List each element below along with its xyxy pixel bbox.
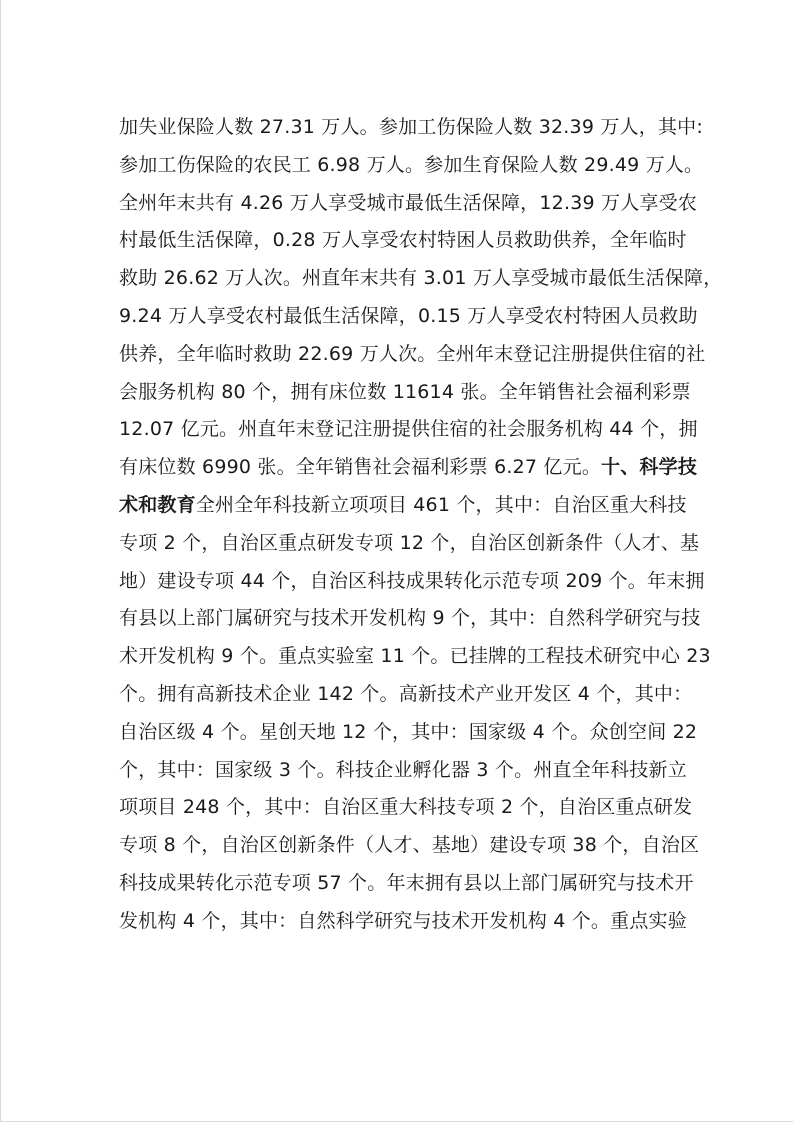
text-segment: 全州全年科技新立项项目 461 个，其中：自治区重大科技 — [195, 493, 687, 516]
text-line: 自治区级 4 个。星创天地 12 个，其中：国家级 4 个。众创空间 22 — [119, 720, 698, 743]
text-line: 专项 2 个，自治区重点研发专项 12 个，自治区创新条件（人才、基 — [119, 531, 700, 554]
text-line: 发机构 4 个，其中：自然科学研究与技术开发机构 4 个。重点实验 — [119, 909, 687, 932]
text-line: 个，其中：国家级 3 个。科技企业孵化器 3 个。州直全年科技新立 — [119, 758, 687, 781]
text-line: 供养，全年临时救助 22.69 万人次。全州年末登记注册提供住宿的社 — [119, 342, 706, 365]
text-line: 项项目 248 个，其中：自治区重大科技专项 2 个，自治区重点研发 — [119, 796, 693, 819]
text-line: 有县以上部门属研究与技术开发机构 9 个，其中：自然科学研究与技 — [119, 607, 701, 630]
text-segment: 有床位数 6990 张。全年销售社会福利彩票 6.27 亿元。 — [119, 456, 602, 479]
section-heading-part: 十、科学技 — [601, 456, 698, 479]
section-heading-part: 术和教育 — [119, 493, 196, 516]
text-line: 地）建设专项 44 个，自治区科技成果转化示范专项 209 个。年末拥 — [119, 569, 705, 592]
text-line: 9.24 万人享受农村最低生活保障，0.15 万人享受农村特困人员救助 — [119, 304, 698, 327]
text-line: 村最低生活保障，0.28 万人享受农村特困人员救助供养，全年临时 — [119, 229, 687, 252]
text-line: 术开发机构 9 个。重点实验室 11 个。已挂牌的工程技术研究中心 23 — [119, 645, 711, 668]
text-line: 个。拥有高新技术企业 142 个。高新技术产业开发区 4 个，其中： — [119, 682, 693, 705]
text-line — [119, 449, 698, 487]
text-line: 参加工伤保险的农民工 6.98 万人。参加生育保险人数 29.49 万人。 — [119, 153, 704, 176]
body-text — [119, 109, 723, 941]
text-line: 专项 8 个，自治区创新条件（人才、基地）建设专项 38 个，自治区 — [119, 834, 700, 857]
text-line — [119, 487, 689, 525]
text-line: 救助 26.62 万人次。州直年末共有 3.01 万人享受城市最低生活保障， — [119, 267, 723, 290]
text-line: 12.07 亿元。州直年末登记注册提供住宿的社会服务机构 44 个，拥 — [119, 418, 698, 441]
text-line: 全州年末共有 4.26 万人享受城市最低生活保障，12.39 万人享受农 — [119, 191, 698, 214]
text-line: 加失业保险人数 27.31 万人。参加工伤保险人数 32.39 万人，其中: — [119, 116, 703, 138]
text-line: 会服务机构 80 个，拥有床位数 11614 张。全年销售社会福利彩票 — [119, 380, 691, 403]
text-line: 科技成果转化示范专项 57 个。年末拥有县以上部门属研究与技术开 — [119, 871, 694, 894]
